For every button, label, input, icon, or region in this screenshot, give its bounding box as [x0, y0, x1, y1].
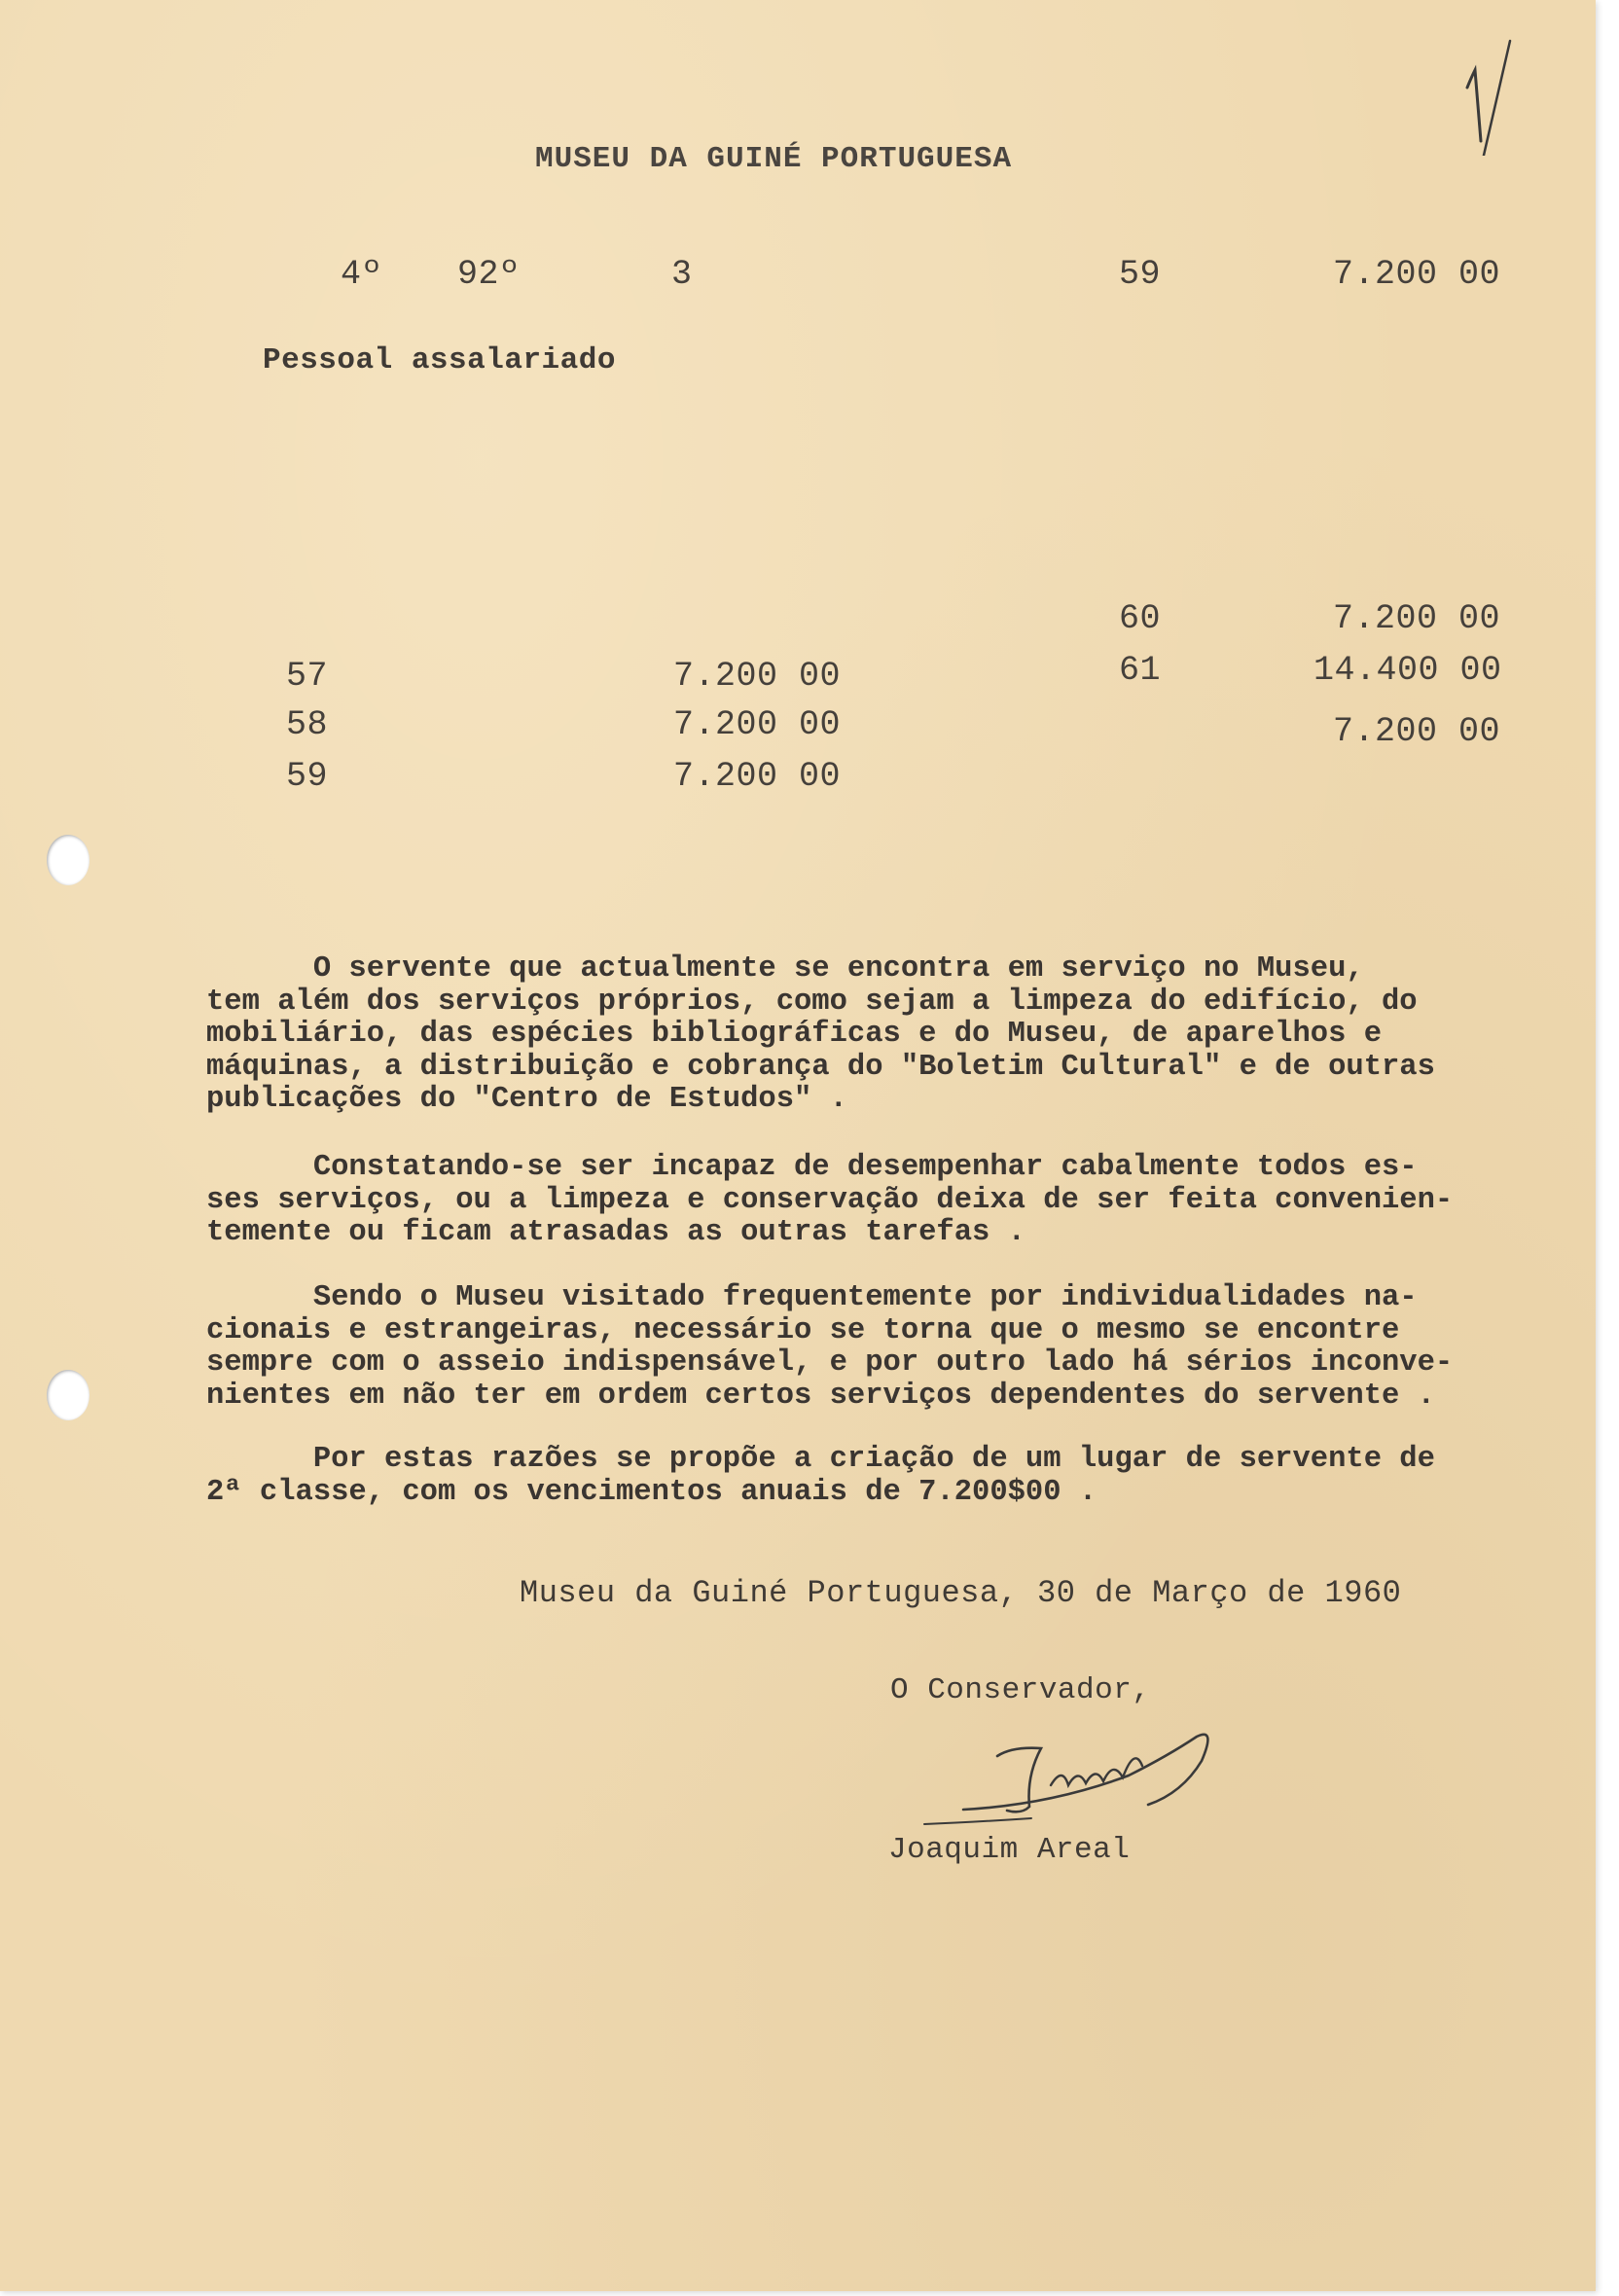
left-figure-amount: 7.200 00: [673, 757, 842, 796]
top-row-cell-2: 92º: [457, 255, 521, 294]
left-figure-amount: 7.200 00: [673, 705, 842, 744]
text-line: ses serviços, ou a limpeza e conservação deixa de ser feita convenien-: [206, 1183, 1454, 1217]
signatory-name: Joaquim Areal: [888, 1833, 1131, 1867]
section-label: Pessoal assalariado: [263, 343, 616, 377]
page-number-mark: [1438, 39, 1516, 156]
paragraph-visitors: [206, 1282, 1453, 1413]
left-figure-num: 57: [286, 657, 329, 696]
text-line: Por estas razões se propõe a criação de um lugar de servente de: [206, 1443, 1435, 1476]
top-row-cell-4: 59: [1119, 255, 1162, 294]
place-date-line: Museu da Guiné Portuguesa, 30 de Março de 1960: [520, 1575, 1402, 1611]
right-figure-amount: 7.200 00: [1333, 712, 1501, 751]
left-figure-num: 59: [286, 757, 329, 796]
text-line: mobiliário, das espécies bibliográficas e do Museu, de aparelhos e: [206, 1018, 1382, 1051]
institution-header: MUSEU DA GUINÉ PORTUGUESA: [535, 142, 1013, 176]
punch-hole-top: [47, 835, 90, 885]
right-figure-num: 61: [1119, 651, 1162, 690]
top-row-cell-5: 7.200 00: [1333, 255, 1501, 294]
left-figure-num: 58: [286, 705, 329, 744]
paragraph-incapacity: [206, 1152, 1453, 1250]
text-line: 2ª classe, com os vencimentos anuais de 7.200$00 .: [206, 1475, 1097, 1509]
top-row-cell-1: 4º: [341, 255, 383, 294]
right-figure-num: 60: [1119, 599, 1162, 638]
text-line: temente ou ficam atrasadas as outras tarefas .: [206, 1216, 1025, 1249]
top-row-cell-3: 3: [671, 255, 693, 294]
text-line: Constatando-se ser incapaz de desempenhar cabalmente todos es-: [206, 1151, 1418, 1184]
text-line: nientes em não ter em ordem certos serviços dependentes do servente .: [206, 1379, 1435, 1413]
text-line: sempre com o asseio indispensável, e por outro lado há sérios inconve-: [206, 1346, 1454, 1380]
left-figure-amount: 7.200 00: [673, 657, 842, 696]
text-line: tem além dos serviços próprios, como sejam a limpeza do edifício, do: [206, 985, 1418, 1019]
right-figure-amount: 7.200 00: [1333, 599, 1501, 638]
punch-hole-bottom: [47, 1370, 90, 1420]
text-line: Sendo o Museu visitado frequentemente por individualidades na-: [206, 1281, 1418, 1314]
text-line: máquinas, a distribuição e cobrança do "Boletim Cultural" e de outras: [206, 1050, 1435, 1084]
text-line: O servente que actualmente se encontra em serviço no Museu,: [206, 952, 1364, 986]
paragraph-servant-duties: [206, 953, 1435, 1117]
paragraph-proposal: [206, 1444, 1435, 1509]
text-line: publicações do "Centro de Estudos" .: [206, 1083, 847, 1116]
signature: [905, 1717, 1226, 1834]
right-figure-amount: 14.400 00: [1313, 651, 1502, 690]
signatory-role: O Conservador,: [890, 1673, 1151, 1707]
text-line: cionais e estrangeiras, necessário se torna que o mesmo se encontre: [206, 1313, 1400, 1347]
